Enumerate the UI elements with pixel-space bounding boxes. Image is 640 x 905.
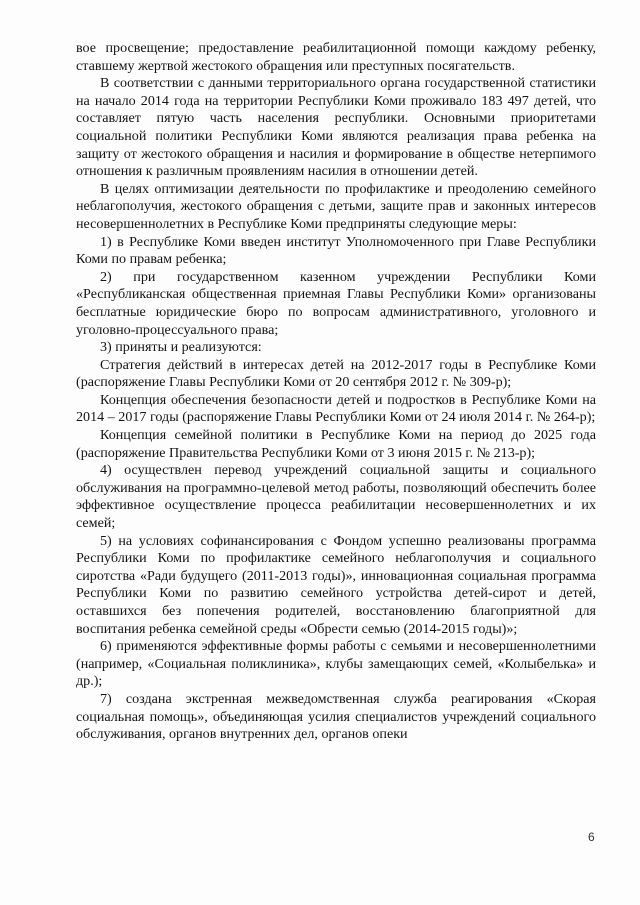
paragraph: В целях оптимизации деятельности по профилактике и преодолению семейного неблагополучия, жестокого обращения с детьми, защите прав и законных интересов несовершеннолетних в Республике Коми предприняты следующие меры: <box>76 180 596 232</box>
paragraph: В соответствии с данными территориального органа государственной статистики на начало 2014 года на территории Республики Коми проживало 183 497 детей, что составляет пятую часть населения республики. Основными приоритетами социальной политики Республики Коми являются реализация права ребенка на защиту от жестокого обращения и насилия и формирование в обществе нетерпимого отношения к различным проявлениям насилия в отношении детей. <box>76 75 596 180</box>
paragraph: Концепция обеспечения безопасности детей и подростков в Республике Коми на 2014 – 2017 годы (распоряжение Главы Республики Коми от 24 июля 2014 г. № 264-р); <box>76 391 596 426</box>
paragraph: вое просвещение; предоставление реабилитационной помощи каждому ребенку, ставшему жертвой жестокого обращения или преступных посягательств. <box>76 40 596 74</box>
document-body <box>76 40 596 744</box>
list-item: 6) применяются эффективные формы работы с семьями и несовершеннолетними (например, «Социальная поликлиника», клубы замещающих семей, «Колыбелька» и др.); <box>76 638 596 690</box>
list-item: 2) при государственном казенном учреждении Республики Коми «Республиканская общественная приемная Главы Республики Коми» организованы бесплатные юридические бюро по вопросам административного, уголовного и уголовно-процессуального права; <box>76 268 596 338</box>
list-item: 5) на условиях софинансирования с Фондом успешно реализованы программа Республики Коми по профилактике семейного неблагополучия и социального сиротства «Ради будущего (2011-2013 годы)», инновационная социальная программа Республики Коми по развитию семейного устройства детей-сирот и детей, оставшихся без попечения родителей, восстановлению благоприятной для воспитания ребенка семейной среды «Обрести семью (2014-2015 годы)»; <box>76 532 596 637</box>
paragraph: Стратегия действий в интересах детей на 2012-2017 годы в Республике Коми (распоряжение Главы Республики Коми от 20 сентября 2012 г. № 309-р); <box>76 356 596 391</box>
list-item: 3) приняты и реализуются: <box>100 339 262 356</box>
paragraph: Концепция семейной политики в Республике Коми на период до 2025 года (распоряжение Правительства Республики Коми от 3 июня 2015 г. № 213-р); <box>76 427 596 461</box>
page-number: 6 <box>588 830 595 844</box>
list-item: 7) создана экстренная межведомственная служба реагирования «Скорая социальная помощь», объединяющая усилия специалистов учреждений социального обслуживания, органов внутренних дел, органов опеки <box>76 690 596 743</box>
list-item: 1) в Республике Коми введен институт Уполномоченного при Главе Республики Коми по правам ребенка; <box>76 233 596 268</box>
list-item: 4) осуществлен перевод учреждений социальной защиты и социального обслуживания на программно-целевой метод работы, позволяющий обеспечить более эффективное осуществление процесса реабилитации несовершеннолетних и их семей; <box>76 462 596 532</box>
